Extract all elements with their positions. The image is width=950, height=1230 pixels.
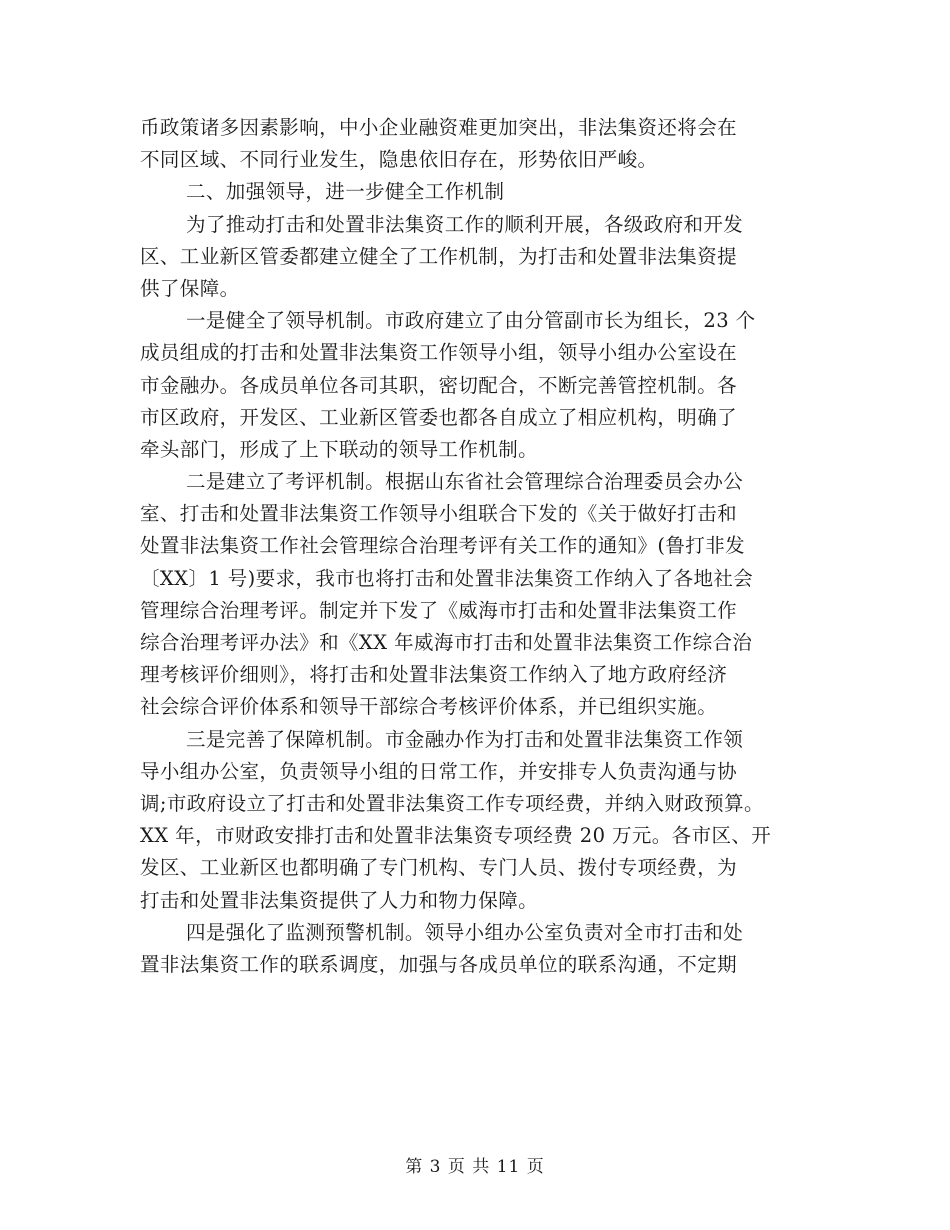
text-line: 处置非法集资工作社会管理综合治理考评有关工作的通知》(鲁打非发 [140,534,746,558]
text-line: 理考核评价细则》，将打击和处置非法集资工作纳入了地方政府经济 [140,663,728,687]
text-line: 不同区域、不同行业发生，隐患依旧存在，形势依旧严峻。 [140,148,658,172]
text-line: 币政策诸多因素影响，中小企业融资难更加突出，非法集资还将会在 [140,116,738,139]
text-line: 室、打击和处置非法集资工作领导小组联合下发的《关于做好打击和 [140,502,738,526]
text-line: 供了保障。 [140,276,240,300]
text-line: 成员组成的打击和处置非法集资工作领导小组，领导小组办公室设在 [140,341,738,365]
page-footer [0,1152,950,1177]
text-line: 二是建立了考评机制。根据山东省社会管理综合治理委员会办公 [186,470,744,494]
text-line: 导小组办公室，负责领导小组的日常工作，并安排专人负责沟通与协 [140,759,738,783]
text-line: 二、加强领导，进一步健全工作机制 [186,180,505,204]
text-line: 〔XX〕1 号)要求，我市也将打击和处置非法集资工作纳入了各地社会 [140,566,754,590]
text-line: 区、工业新区管委都建立健全了工作机制，为打击和处置非法集资提 [140,244,738,268]
page-number-label: 第 3 页 共 11 页 [405,1157,545,1177]
text-line: 综合治理考评办法》和《XX 年威海市打击和处置非法集资工作综合治 [140,631,753,654]
text-line: 社会综合评价体系和领导干部综合考核评价体系，并已组织实施。 [140,695,718,719]
text-line: 为了推动打击和处置非法集资工作的顺利开展，各级政府和开发 [186,212,744,236]
text-line: 三是完善了保障机制。市金融办作为打击和处置非法集资工作领 [186,727,744,751]
text-line: 置非法集资工作的联系调度，加强与各成员单位的联系沟通，不定期 [140,952,738,976]
text-line: 发区、工业新区也都明确了专门机构、专门人员、拨付专项经费，为 [140,856,738,880]
text-line: 市金融办。各成员单位各司其职，密切配合，不断完善管控机制。各 [140,373,738,397]
text-line: 四是强化了监测预警机制。领导小组办公室负责对全市打击和处 [186,920,744,944]
document-body [140,112,820,981]
text-line: 打击和处置非法集资提供了人力和物力保障。 [140,888,539,912]
text-line: 一是健全了领导机制。市政府建立了由分管副市长为组长，23 个 [186,309,756,333]
text-line: 管理综合治理考评。制定并下发了《威海市打击和处置非法集资工作 [140,598,738,622]
text-line: 牵头部门，形成了上下联动的领导工作机制。 [140,437,539,461]
text-line: XX 年，市财政安排打击和处置非法集资专项经费 20 万元。各市区、开 [140,824,772,848]
text-line: 市区政府，开发区、工业新区管委也都各自成立了相应机构，明确了 [140,405,738,429]
text-line: 调;市政府设立了打击和处置非法集资工作专项经费，并纳入财政预算。 [140,791,764,815]
